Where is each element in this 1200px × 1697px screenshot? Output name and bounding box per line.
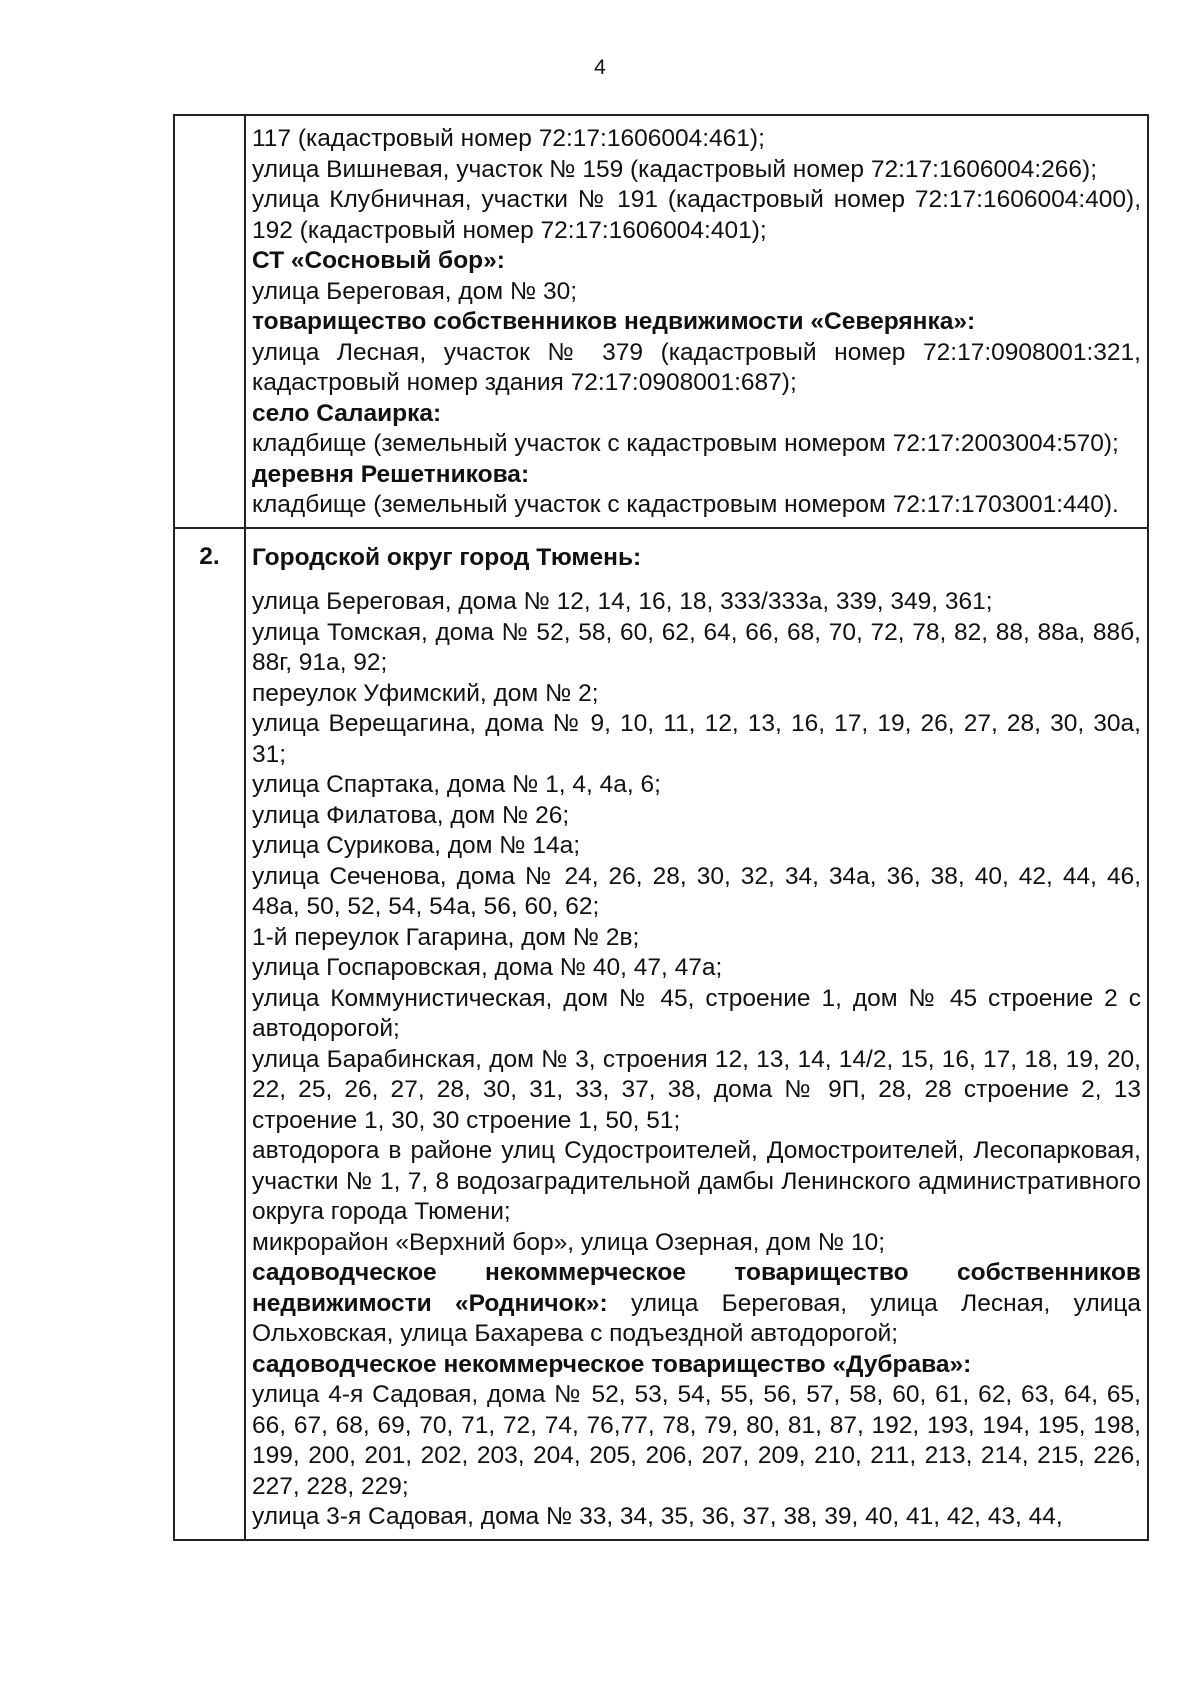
section-heading: деревня Решетникова:: [252, 460, 530, 488]
section-heading: товарищество собственников недвижимости «Северянка»:: [252, 308, 976, 335]
row-text-cell: [245, 115, 1148, 528]
row-number-cell: [174, 115, 245, 528]
list-item: кладбище (земельный участок с кадастровым номером 72:17:2003004:570);: [252, 430, 1119, 457]
table-row: [174, 115, 1148, 528]
section-heading: СТ «Сосновый бор»:: [252, 247, 505, 274]
row-text-cell: [245, 528, 1148, 1540]
list-item: улица Спартака, дома № 1, 4, 4а, 6;: [252, 771, 661, 798]
list-item: автодорога в районе улиц Судостроителей, Домостроителей, Лесопарковая, участки № 1, 7, 8 водозаградительной дамбы Ленинского административного округа города Тюмени;: [252, 1137, 1141, 1225]
list-item: микрорайон «Верхний бор», улица Озерная, дом № 10;: [252, 1228, 886, 1256]
list-item: 117 (кадастровый номер 72:17:1606004:461);: [252, 125, 765, 152]
section-heading: село Салаирка:: [252, 399, 442, 427]
document-table: [173, 114, 1149, 1541]
list-item-bold-prefix: садоводческое некоммерческое товарищество собственников недвижимости «Родничок»:: [252, 1259, 1141, 1317]
list-item: улица Томская, дома № 52, 58, 60, 62, 64, 66, 68, 70, 72, 78, 82, 88, 88а, 88б, 88г, 91а, 92;: [252, 618, 1141, 676]
list-item: улица 4-я Садовая, дома № 52, 53, 54, 55, 56, 57, 58, 60, 61, 62, 63, 64, 65, 66, 67, 68, 69, 70, 71, 72, 74, 76,77, 78, 79, 80, 81, 87, 192, 193, 194, 195, 198, 199, 200, 201, 202, 203, 204, 205, 206, 207, 209, 210, 211, 213, 214, 215, 226, 227, 228, 229;: [252, 1381, 1141, 1500]
list-item: улица Верещагина, дома № 9, 10, 11, 12, 13, 16, 17, 19, 26, 27, 28, 30, 30а, 31;: [252, 710, 1141, 768]
list-item: улица Вишневая, участок № 159 (кадастровый номер 72:17:1606004:266);: [252, 155, 1098, 183]
list-item: улица Береговая, дом № 30;: [252, 277, 578, 305]
row-number-cell: [174, 528, 245, 1540]
list-item: кладбище (земельный участок с кадастровым номером 72:17:1703001:440).: [252, 491, 1119, 518]
table-row: [174, 528, 1148, 1540]
list-item: 1-й переулок Гагарина, дом № 2в;: [252, 923, 640, 951]
list-item: улица Береговая, дома № 12, 14, 16, 18, 333/333а, 339, 349, 361;: [252, 588, 993, 615]
list-item: улица Сеченова, дома № 24, 26, 28, 30, 32, 34, 34а, 36, 38, 40, 42, 44, 46, 48а, 50, 52, 54, 54а, 56, 60, 62;: [252, 862, 1141, 920]
list-item: улица Филатова, дом № 26;: [252, 801, 570, 829]
list-item: улица Коммунистическая, дом № 45, строение 1, дом № 45 строение 2 с автодорогой;: [252, 984, 1141, 1042]
list-item: улица 3-я Садовая, дома № 33, 34, 35, 36, 37, 38, 39, 40, 41, 42, 43, 44,: [252, 1503, 1063, 1530]
section-heading: Городской округ город Тюмень:: [252, 543, 642, 571]
section-heading: садоводческое некоммерческое товарищество «Дубрава»:: [252, 1350, 972, 1378]
row-number: [175, 116, 244, 130]
list-item: улица Лесная, участок № 379 (кадастровый номер 72:17:0908001:321, кадастровый номер здания 72:17:0908001:687);: [252, 338, 1141, 396]
list-item-text: улица Береговая, улица Лесная, улица Ольховская, улица Бахарева с подъездной автодорогой;: [252, 1289, 1141, 1347]
list-item: переулок Уфимский, дом № 2;: [252, 679, 599, 707]
row-number: 2.: [199, 542, 220, 570]
list-item: [252, 1258, 1141, 1350]
page-number: 4: [594, 56, 606, 79]
spacer: [252, 573, 1141, 587]
list-item: улица Клубничная, участки № 191 (кадастровый номер 72:17:1606004:400), 192 (кадастровый номер 72:17:1606004:401);: [252, 186, 1141, 244]
list-item: улица Сурикова, дом № 14а;: [252, 832, 581, 859]
list-item: улица Госпаровская, дома № 40, 47, 47а;: [252, 954, 723, 981]
list-item: улица Барабинская, дом № 3, строения 12, 13, 14, 14/2, 15, 16, 17, 18, 19, 20, 22, 25, 26, 27, 28, 30, 31, 33, 37, 38, дома № 9П, 28, 28 строение 2, 13 строение 1, 30, 30 строение 1, 50, 51;: [252, 1045, 1141, 1134]
